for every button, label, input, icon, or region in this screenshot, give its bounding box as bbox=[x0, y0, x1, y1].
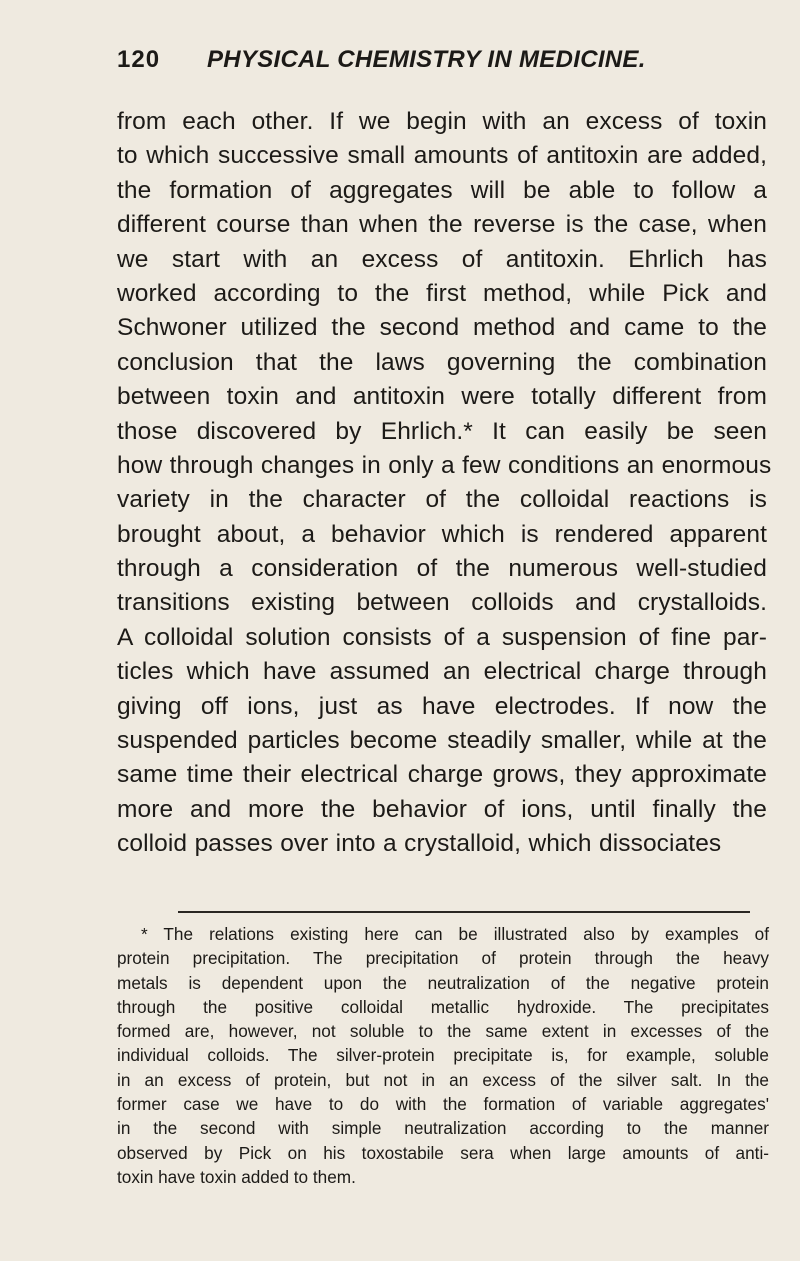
body-line: conclusion that the laws governing the combination bbox=[117, 348, 767, 376]
body-line: between toxin and antitoxin were totally different from bbox=[117, 383, 767, 411]
body-line: different course than when the reverse is the case, when bbox=[117, 211, 767, 239]
body-line: those discovered by Ehrlich.* It can easily be seen bbox=[117, 417, 767, 445]
footnote-line: toxin have toxin added to them. bbox=[117, 1166, 356, 1187]
body-line: how through changes in only a few conditions an enormous bbox=[117, 451, 772, 479]
body-line: Schwoner utilized the second method and came to the bbox=[117, 314, 767, 342]
footnote-line: protein precipitation. The precipitation of protein through the heavy bbox=[117, 948, 769, 969]
running-title: PHYSICAL CHEMISTRY IN MEDICINE. bbox=[207, 46, 646, 73]
body-line: giving off ions, just as have electrodes. If now the bbox=[117, 692, 767, 720]
body-line: transitions existing between colloids and crystalloids. bbox=[117, 589, 767, 617]
footnote-divider bbox=[178, 911, 750, 913]
body-line: more and more the behavior of ions, until finally the bbox=[117, 795, 767, 823]
footnote-line: formed are, however, not soluble to the same extent in excesses of the bbox=[117, 1021, 769, 1042]
footnote-line: in the second with simple neutralization according to the manner bbox=[117, 1118, 769, 1139]
body-line: brought about, a behavior which is rendered apparent bbox=[117, 520, 767, 548]
footnote-line: former case we have to do with the formation of variable aggregates' bbox=[117, 1094, 769, 1115]
body-line: worked according to the first method, while Pick and bbox=[117, 279, 767, 307]
body-line: we start with an excess of antitoxin. Ehrlich has bbox=[117, 245, 767, 273]
body-line: to which successive small amounts of antitoxin are added, bbox=[117, 142, 767, 170]
body-line: same time their electrical charge grows, they approximate bbox=[117, 761, 767, 789]
body-text bbox=[117, 105, 772, 862]
footnote-line: in an excess of protein, but not in an excess of the silver salt. In the bbox=[117, 1069, 769, 1090]
body-line: through a consideration of the numerous well-studied bbox=[117, 555, 767, 583]
footnote-line: observed by Pick on his toxostabile sera when large amounts of anti- bbox=[117, 1142, 769, 1163]
body-line: suspended particles become steadily smaller, while at the bbox=[117, 727, 767, 755]
body-line: variety in the character of the colloidal reactions is bbox=[117, 486, 767, 514]
footnote-line: metals is dependent upon the neutralization of the negative protein bbox=[117, 972, 769, 993]
body-line: A colloidal solution consists of a suspension of fine par- bbox=[117, 623, 767, 651]
body-line: ticles which have assumed an electrical charge through bbox=[117, 658, 767, 686]
running-head bbox=[117, 46, 767, 86]
footnote-line: through the positive colloidal metallic hydroxide. The precipitates bbox=[117, 996, 769, 1017]
body-line: from each other. If we begin with an excess of toxin bbox=[117, 108, 767, 135]
footnote bbox=[117, 922, 769, 1189]
body-line: the formation of aggregates will be able to follow a bbox=[117, 176, 767, 204]
body-line: colloid passes over into a crystalloid, which dissociates bbox=[117, 830, 722, 858]
footnote-line: * The relations existing here can be illustrated also by examples of bbox=[141, 924, 769, 944]
footnote-line: individual colloids. The silver-protein precipitate is, for example, soluble bbox=[117, 1045, 769, 1066]
page-number: 120 bbox=[117, 46, 161, 73]
